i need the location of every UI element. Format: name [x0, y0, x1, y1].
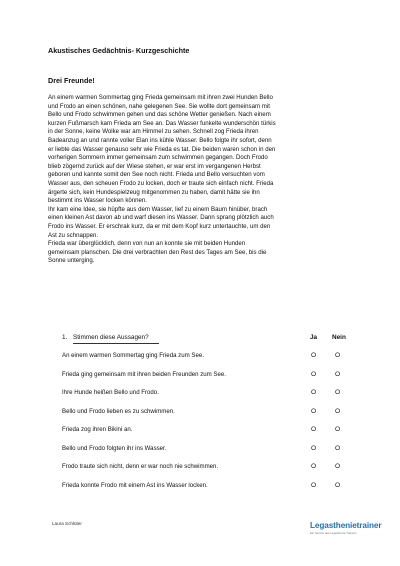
story-line: er liebte das Wasser genauso sehr wie Frieda es tat. Die beiden waren schon in den — [48, 145, 276, 153]
no-option[interactable]: O — [335, 481, 341, 489]
story-line: blieb zögernd zurück auf der Wiese stehen, er war erst im vergangenen Herbst — [48, 162, 261, 170]
author-name: Laura Schlüter — [52, 521, 82, 526]
no-option[interactable]: O — [335, 370, 341, 378]
story-line: und Frodo an einen schönen, nahe gelegenen See. Sie wollte dort gemeinsam mit — [48, 102, 270, 110]
yes-option[interactable]: O — [311, 426, 317, 433]
statement-row — [48, 426, 360, 445]
statement-text: An einem warmen Sommertag ging Frieda zum See. — [62, 352, 204, 359]
story-line: gemeinsam planschen. Die drei verbrachten den Rest des Tages am See, bis die — [48, 248, 267, 256]
task-header — [48, 334, 360, 344]
statement-text: Ihre Hunde heißen Bello und Frodo. — [62, 389, 159, 396]
statement-row — [48, 352, 360, 371]
brand-tagline: Ein Service des Legasthenie-Trainers — [310, 531, 357, 535]
yes-option[interactable]: O — [311, 444, 317, 452]
story-line: Frieda war überglücklich, denn von nun an konnte sie mit beiden Hunden — [48, 240, 246, 248]
statement-list — [48, 352, 360, 500]
no-option[interactable]: O — [335, 389, 341, 396]
yes-option[interactable]: O — [311, 463, 317, 470]
story-line: ärgerte sich, kein Hundespielzeug mitgenommen zu haben, damit hätte sie ihn — [48, 188, 260, 196]
statement-row — [48, 445, 360, 464]
story-line: Bello und Frodo schwimmen gehen und das schöne Wetter genießen. Nach einem — [48, 111, 271, 119]
story-line: bestimmt ins Wasser locken können. — [48, 197, 148, 205]
story-line: geboren und kannte somit den See noch nicht. Frieda und Bello versuchten vom — [48, 171, 265, 179]
story-line: Wasser aus, den scheuen Frodo zu locken, doch er traute sich einfach nicht. Frieda — [48, 179, 274, 187]
statement-row — [48, 408, 360, 427]
yes-option[interactable]: O — [311, 370, 317, 378]
yes-option[interactable]: O — [311, 481, 317, 489]
question-underline — [73, 343, 159, 344]
yes-option[interactable]: O — [311, 389, 317, 396]
statement-row — [48, 389, 360, 408]
story-line: Frodo ins Wasser. Er erschrak kurz, da er mit dem Kopf kurz untertauchte, um den — [48, 222, 271, 230]
statement-text: Bello und Frodo lieben es zu schwimmen. — [62, 407, 175, 415]
story-line: einen kleinen Ast davon ab und warf diesen ins Wasser. Dann sprang plötzlich auch — [48, 214, 274, 222]
story-line: Ast zu schnappen. — [48, 231, 99, 239]
story-line: in der Sonne, keine Wolke war am Himmel zu sehen. Schnell zog Frieda ihren — [48, 128, 259, 136]
story-line: Sonne unterging. — [48, 257, 95, 265]
story-text — [48, 94, 360, 266]
no-option[interactable]: O — [335, 352, 341, 359]
statement-text: Frieda konnte Frodo mit einem Ast ins Wasser locken. — [62, 481, 208, 489]
statement-text: Frieda ging gemeinsam mit ihren beiden Freunden zum See. — [62, 370, 226, 378]
task-number: 1. — [62, 334, 68, 341]
statement-text: Frodo traute sich nicht, denn er war noch nie schwimmen. — [62, 463, 219, 470]
story-line: Ihr kam eine Idee, sie hüpfte aus dem Wasser, lief zu einem Baum hinüber, brach — [48, 205, 268, 213]
no-option[interactable]: O — [335, 426, 341, 433]
statement-row — [48, 371, 360, 390]
document-title: Akustisches Gedächtnis- Kurzgeschichte — [48, 46, 190, 55]
story-line: vorherigen Sommern immer gemeinsam zum schwimmen gegangen. Doch Frodo — [48, 154, 268, 162]
story-title: Drei Freunde! — [48, 76, 95, 85]
brand-logo — [310, 521, 390, 539]
yes-option[interactable]: O — [311, 352, 317, 359]
statement-row — [48, 482, 360, 501]
brand-name: Legasthenietrainer — [310, 521, 382, 530]
no-option[interactable]: O — [335, 407, 341, 415]
story-line: An einem warmen Sommertag ging Frieda gemeinsam mit ihren zwei Hunden Bello — [48, 94, 273, 101]
statement-text: Bello und Frodo folgten ihr ins Wasser. — [62, 444, 167, 452]
story-line: kurzen Fußmarsch kam Frieda am See an. Das Wasser funkelte wunderschön türkis — [48, 119, 276, 127]
yes-option[interactable]: O — [311, 407, 317, 415]
task-question: Stimmen diese Aussagen? — [73, 334, 149, 341]
column-header-yes: Ja — [310, 334, 318, 341]
column-header-no: Nein — [332, 334, 346, 341]
no-option[interactable]: O — [335, 463, 341, 470]
statement-text: Frieda zog ihren Bikini an. — [62, 426, 133, 433]
story-line: Badeanzug an und rannte voller Elan ins kühle Wasser. Bello folgte ihr sofort, denn — [48, 136, 272, 144]
statement-row — [48, 463, 360, 482]
no-option[interactable]: O — [335, 444, 341, 452]
